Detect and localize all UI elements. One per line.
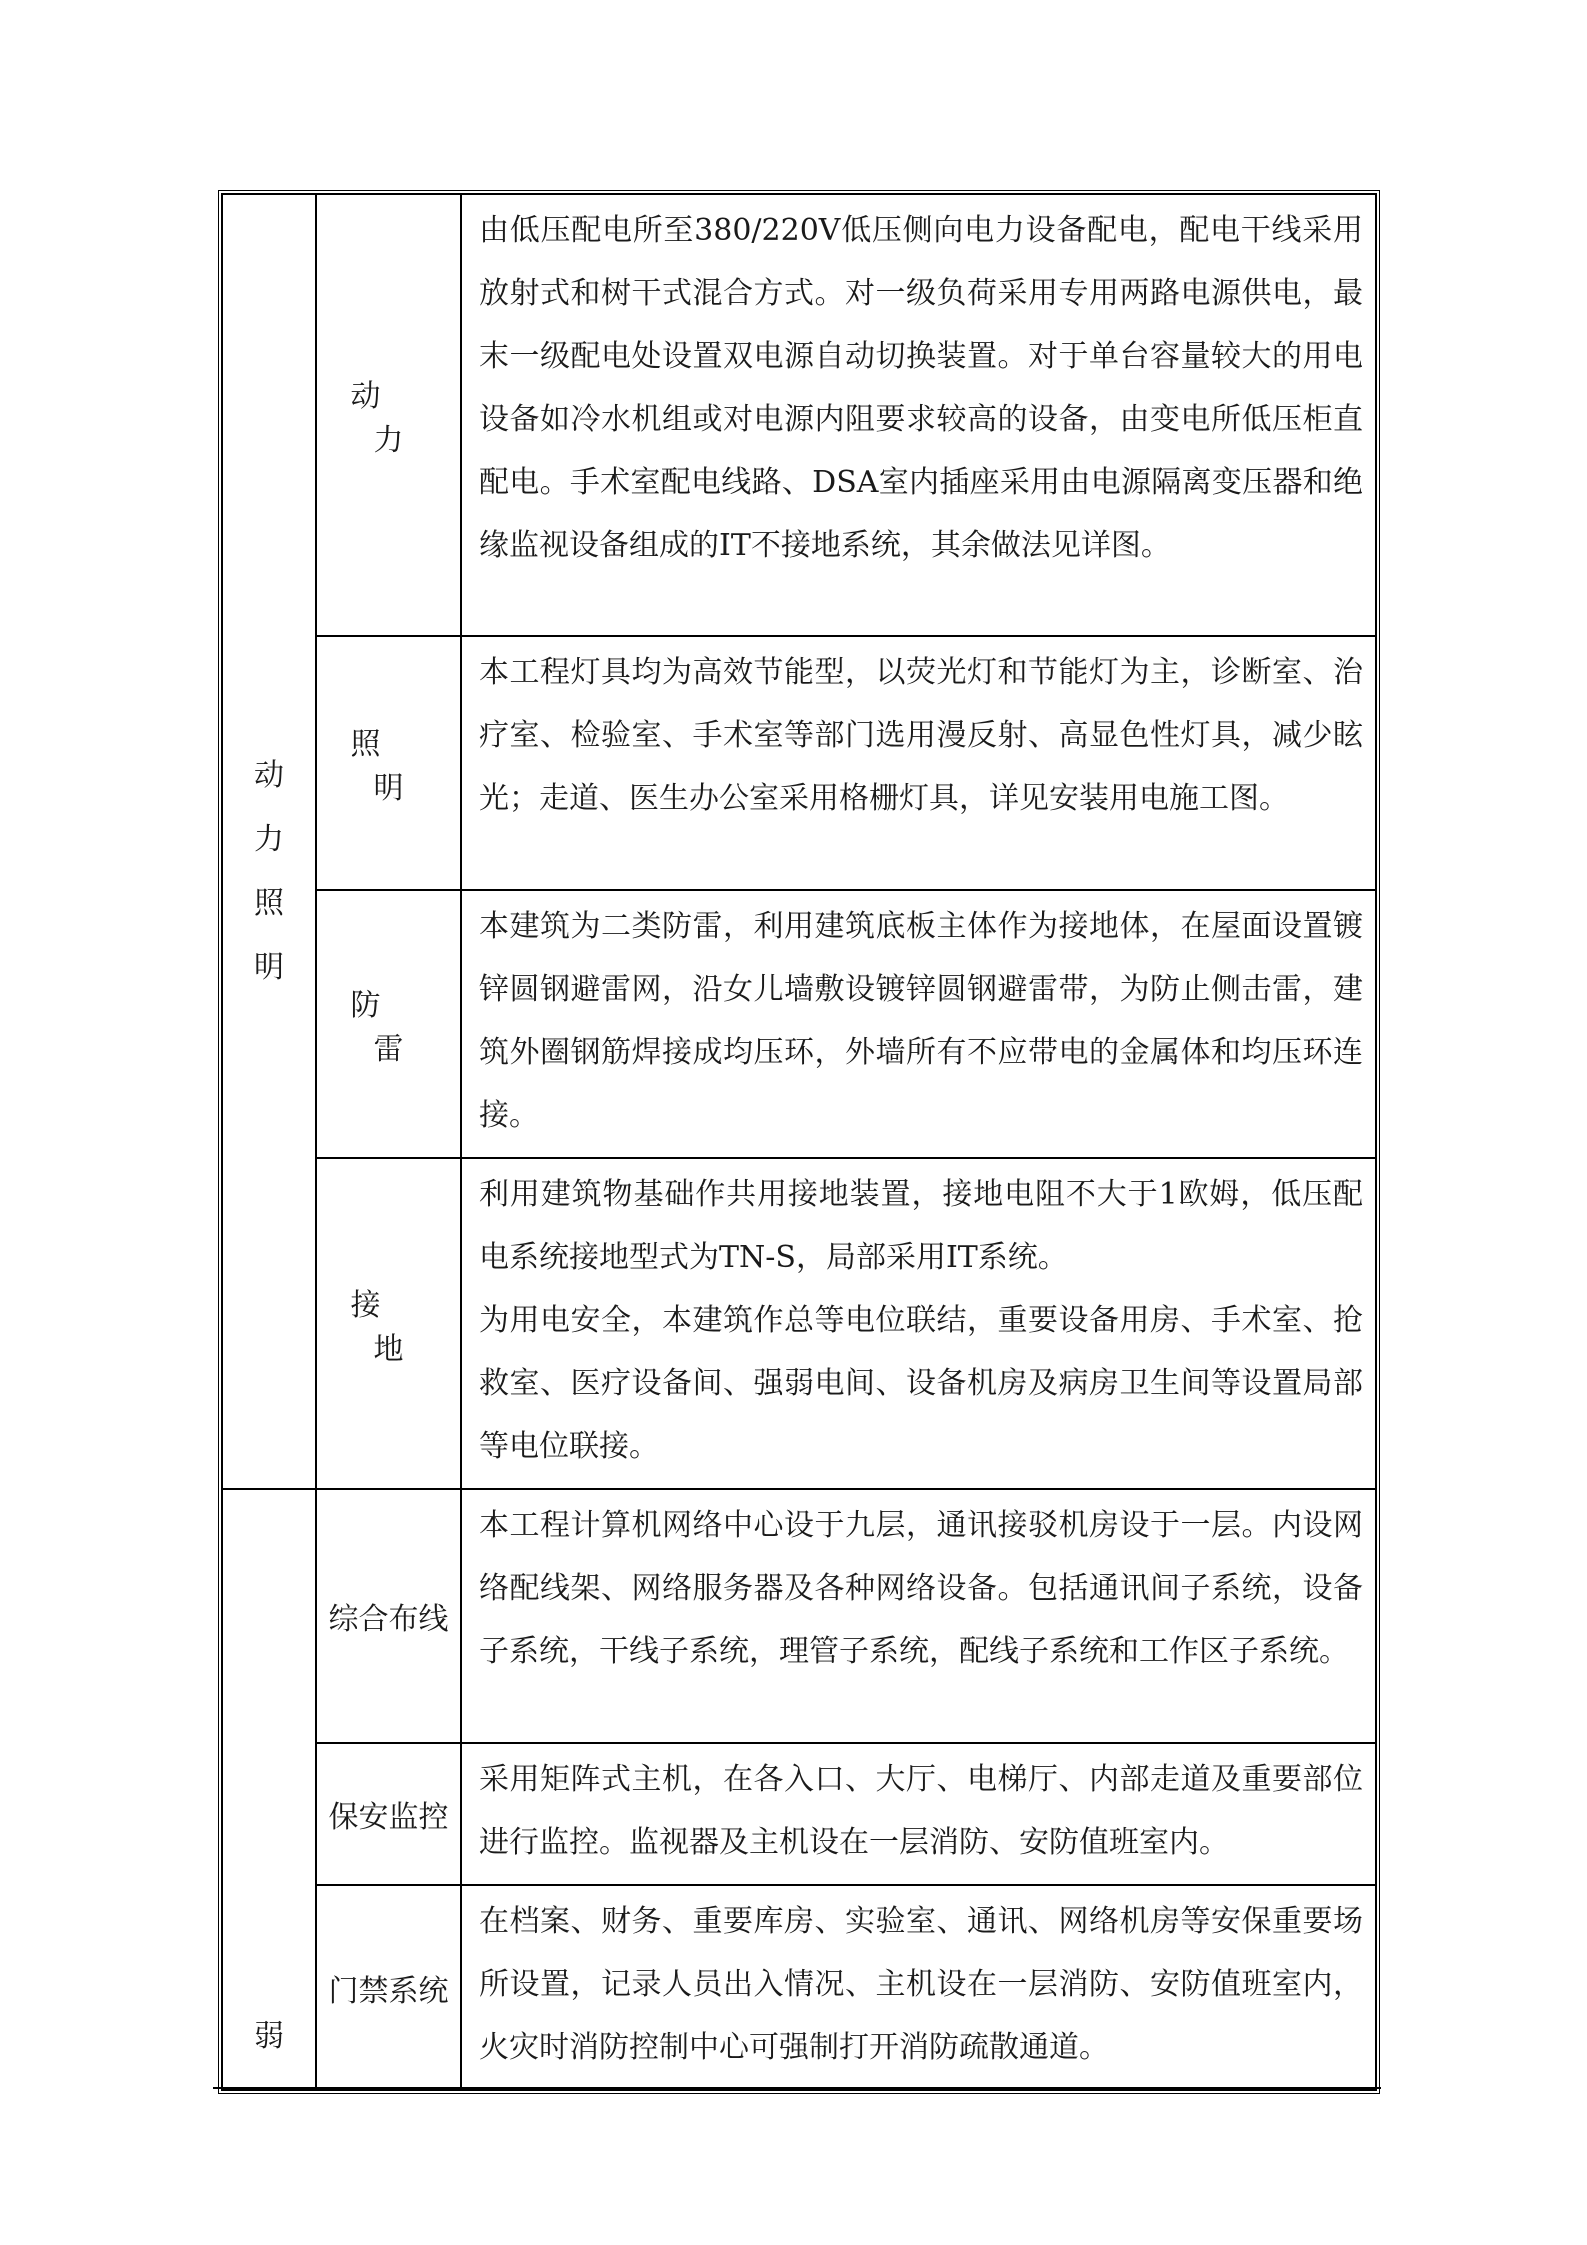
category-char: 动: [254, 757, 284, 793]
row-description: [461, 1885, 1376, 2090]
row-label: 接地: [350, 1287, 450, 1367]
category-label: [223, 2005, 315, 2069]
category-cell: [222, 194, 316, 1489]
row-description: [461, 636, 1376, 890]
row-description: [461, 1158, 1376, 1489]
paragraph: 采用矩阵式主机，在各入口、大厅、电梯厅、内部走道及重要部位进行监控。监视器及主机设在一层消防、安防值班室内。: [479, 1762, 1363, 1860]
spec-table: [221, 193, 1377, 2091]
row-label-cell: [316, 1158, 461, 1489]
row-label: 照明: [350, 727, 450, 806]
category-char: 照: [254, 885, 284, 921]
paragraph: 由低压配电所至380/220V低压侧向电力设备配电，配电干线采用放射式和树干式混合方式。对一级负荷采用专用两路电源供电，最末一级配电处设置双电源自动切换装置。对于单台容量较大的用电设备如冷水机组或对电源内阻要求较高的设备，由变电所低压柜直配电。手术室配电线路、DSA室内插座采用由电源隔离变压器和绝缘监视设备组成的IT不接地系统，其余做法见详图。: [479, 213, 1363, 563]
row-description: [461, 1489, 1376, 1743]
paragraph: 利用建筑物基础作共用接地装置，接地电阻不大于1欧姆，低压配电系统接地型式为TN-S，局部采用IT系统。: [479, 1177, 1363, 1275]
paragraph: 本工程计算机网络中心设于九层，通讯接驳机房设于一层。内设网络配线架、网络服务器及各种网络设备。包括通讯间子系统，设备子系统，干线子系统，理管子系统，配线子系统和工作区子系统。: [479, 1508, 1363, 1669]
category-char: 明: [254, 949, 284, 985]
paragraph: 在档案、财务、重要库房、实验室、通讯、网络机房等安保重要场所设置，记录人员出入情况、主机设在一层消防、安防值班室内，火灾时消防控制中心可强制打开消防疏散通道。: [479, 1904, 1363, 2065]
row-label: 门禁系统: [328, 1973, 449, 2009]
table-row: [222, 1885, 1376, 2090]
row-description: [461, 890, 1376, 1158]
category-char: 力: [254, 821, 284, 857]
table-row: [222, 890, 1376, 1158]
category-char: 弱: [254, 2019, 284, 2054]
table-row: [222, 636, 1376, 890]
table-row: [222, 1489, 1376, 1743]
category-label: [223, 684, 315, 1000]
table-row: [222, 1158, 1376, 1489]
row-label-cell: [316, 1489, 461, 1743]
row-label-cell: [316, 1743, 461, 1885]
row-label-cell: [316, 636, 461, 890]
row-label-cell: [316, 194, 461, 636]
table-row: [222, 1743, 1376, 1885]
footer-rule: [213, 2087, 1381, 2089]
paragraph: 为用电安全，本建筑作总等电位联结，重要设备用房、手术室、抢救室、医疗设备间、强弱电间、设备机房及病房卫生间等设置局部等电位联接。: [479, 1303, 1363, 1464]
table-row: [222, 194, 1376, 636]
row-description: [461, 194, 1376, 636]
paragraph: 本工程灯具均为高效节能型，以荧光灯和节能灯为主，诊断室、治疗室、检验室、手术室等部门选用漫反射、高显色性灯具，减少眩光；走道、医生办公室采用格栅灯具，详见安装用电施工图。: [479, 655, 1363, 816]
row-label-cell: [316, 1885, 461, 2090]
row-description: [461, 1743, 1376, 1885]
row-label: 防雷: [350, 988, 450, 1067]
paragraph: 本建筑为二类防雷，利用建筑底板主体作为接地体，在屋面设置镀锌圆钢避雷网，沿女儿墙敷设镀锌圆钢避雷带，为防止侧击雷，建筑外圈钢筋焊接成均压环，外墙所有不应带电的金属体和均压环连接。: [479, 909, 1363, 1133]
row-label: 动力: [350, 379, 450, 458]
row-label: 保安监控: [328, 1800, 449, 1835]
category-cell: [222, 1489, 316, 2090]
row-label: 综合布线: [328, 1602, 449, 1637]
row-label-cell: [316, 890, 461, 1158]
